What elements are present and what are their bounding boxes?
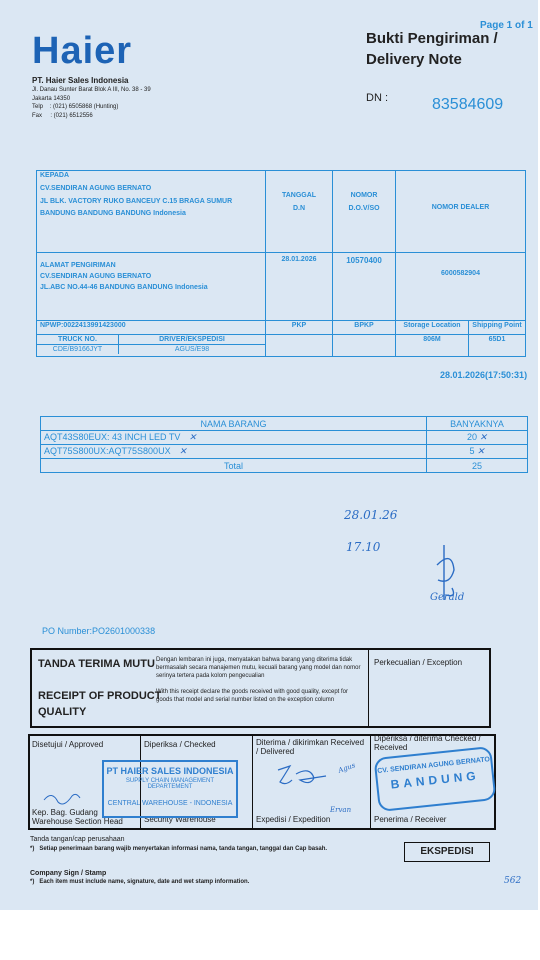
alamat-name: CV.SENDIRAN AGUNG BERNATO — [40, 273, 152, 280]
check-mark-icon: ✕ — [188, 433, 197, 443]
handwritten-agus: Agus — [337, 761, 357, 775]
dn-number: 83584609 — [432, 96, 504, 113]
truck-value: CDE/B9166JYT — [37, 345, 119, 355]
nomor-label: NOMOR — [350, 192, 378, 199]
dn-label: DN : — [366, 92, 388, 104]
handwritten-ervan: Ervan — [330, 806, 352, 814]
total-label: Total — [41, 459, 427, 473]
po-number: PO Number:PO2601000338 — [42, 626, 156, 636]
company-phone: Telp : (021) 6505868 (Hunting) — [32, 104, 119, 110]
warehouse-head-label-1: Kep. Bag. Gudang — [32, 808, 98, 817]
handwritten-date: 28.01.26 — [344, 508, 398, 522]
kepada-label: KEPADA — [40, 172, 70, 179]
warehouse-stamp — [102, 760, 238, 818]
dealer-value: 6000582904 — [441, 270, 480, 277]
alamat-address: JL.ABC NO.44-46 BANDUNG BANDUNG Indonesia — [40, 284, 208, 291]
tanggal-value: 28.01.2026 — [281, 256, 317, 263]
table-row — [41, 431, 528, 445]
truck-label: TRUCK NO. — [37, 335, 119, 345]
sign-label: Company Sign / Stamp — [30, 870, 107, 877]
security-label: Security Warehouse — [144, 815, 216, 824]
shipping-label: Shipping Point — [472, 322, 522, 329]
receiver-label: Penerima / Receiver — [374, 815, 447, 824]
bpkp-label: BPKP — [354, 322, 374, 329]
stamp-label: Tanda tangan/cap perusahaan — [30, 836, 125, 843]
page-number: Page 1 of 1 — [480, 20, 533, 31]
warehouse-signature-icon — [42, 788, 82, 810]
delivered-label: Diterima / dikirimkan Received / Delivered — [256, 738, 365, 756]
print-timestamp: 28.01.2026(17:50:31) — [440, 370, 528, 380]
expedition-label: Expedisi / Expedition — [256, 815, 331, 824]
receipt-text-en: With this receipt declare the goods received with good quality, except for goods that model and serial number listed on the exception column — [156, 689, 348, 703]
ekspedisi-box: EKSPEDISI — [404, 842, 490, 862]
col-banyaknya: BANYAKNYA — [427, 417, 528, 431]
pkp-label: PKP — [291, 322, 307, 329]
storage-value: 806M — [423, 336, 441, 343]
nomor-value: 10570400 — [346, 256, 382, 265]
company-address-1: Jl. Danau Sunter Barat Blok A III, No. 38 - 39 — [32, 87, 151, 93]
kepada-address-1: JL BLK. VACTORY RUKO BANCEUY C.15 BRAGA SUMUR — [40, 198, 233, 205]
haier-logo: Haier — [32, 30, 133, 72]
exception-label: Perkecualian / Exception — [374, 658, 463, 667]
stamp-haier-line-3: CENTRAL WAREHOUSE - INDONESIA — [107, 800, 233, 807]
note-en: *) Each item must include name, signature, date and wet stamp information. — [30, 879, 250, 885]
items-table — [40, 416, 528, 473]
company-fax: Fax : (021) 6512556 — [32, 113, 93, 119]
receipt-title-id: TANDA TERIMA MUTU — [38, 658, 155, 670]
table-row — [41, 445, 528, 459]
stamp-receiver-line-1: CV. SENDIRAN AGUNG BERNATO — [376, 756, 491, 775]
header-table — [36, 170, 526, 357]
col-nama-barang: NAMA BARANG — [41, 417, 427, 431]
expedition-signature-icon — [270, 760, 330, 792]
stamp-receiver-line-2: BANDUNG — [389, 768, 481, 792]
nomor-sub: D.O.V/SO — [348, 205, 380, 212]
npwp: NPWP:0022413991423000 — [40, 322, 126, 329]
company-address-2: Jakarta 14350 — [32, 96, 71, 102]
dealer-label: NOMOR DEALER — [431, 204, 490, 211]
handwritten-name: Gerald — [430, 592, 465, 603]
kepada-address-2: BANDUNG BANDUNG BANDUNG Indonesia — [40, 210, 186, 217]
approved-label: Disetujui / Approved — [32, 740, 104, 749]
check-mark-icon: ✕ — [479, 433, 488, 443]
stamp-haier-line-2: SUPPLY CHAIN MANAGEMENT DEPARTEMENT — [125, 778, 215, 790]
kepada-name: CV.SENDIRAN AGUNG BERNATO — [40, 185, 152, 192]
doc-title-en: Delivery Note — [366, 51, 462, 68]
item-name: AQT75S800UX:AQT75S800UX — [44, 446, 171, 456]
corner-note: 562 — [504, 876, 522, 886]
driver-label: DRIVER/EKSPEDISI — [119, 335, 266, 345]
alamat-label: ALAMAT PENGIRIMAN — [40, 262, 116, 269]
doc-title-id: Bukti Pengiriman / — [366, 30, 498, 47]
stamp-haier-line-1: PT HAIER SALES INDONESIA — [106, 766, 234, 776]
receipt-title-en-1: RECEIPT OF PRODUCT — [38, 690, 162, 702]
tanggal-label: TANGGAL — [281, 192, 317, 199]
receipt-text-id: Dengan lembaran ini juga, menyatakan bahwa barang yang diterima tidak bermasalah secara manajemen mutu, kecuali barang yang model dan nomor serinya tertera pada kolom pengecualian — [156, 657, 361, 679]
driver-value: AGUS/E98 — [174, 346, 210, 353]
company-name: PT. Haier Sales Indonesia — [32, 76, 129, 85]
item-qty: 20 — [466, 432, 477, 442]
check-mark-icon: ✕ — [179, 447, 187, 457]
storage-label: Storage Location — [403, 322, 461, 329]
checked-received-label: Diperiksa / diterima Checked / Received — [374, 734, 481, 752]
check-mark-icon: ✕ — [476, 447, 485, 457]
shipping-value: 65D1 — [488, 336, 506, 343]
item-name: AQT43S80EUX: 43 INCH LED TV — [44, 432, 181, 442]
handwritten-time: 17.10 — [346, 540, 381, 554]
tanggal-sub: D.N — [292, 205, 306, 212]
item-qty: 5 — [469, 446, 475, 456]
receipt-title-en-2: QUALITY — [38, 706, 87, 718]
total-value: 25 — [427, 459, 528, 473]
warehouse-head-label-2: Warehouse Section Head — [32, 817, 123, 826]
checked-label: Diperiksa / Checked — [144, 740, 216, 749]
note-id: *) Setiap penerimaan barang wajib menyertakan informasi nama, tanda tangan, tanggal dan Cap basah. — [30, 846, 328, 852]
